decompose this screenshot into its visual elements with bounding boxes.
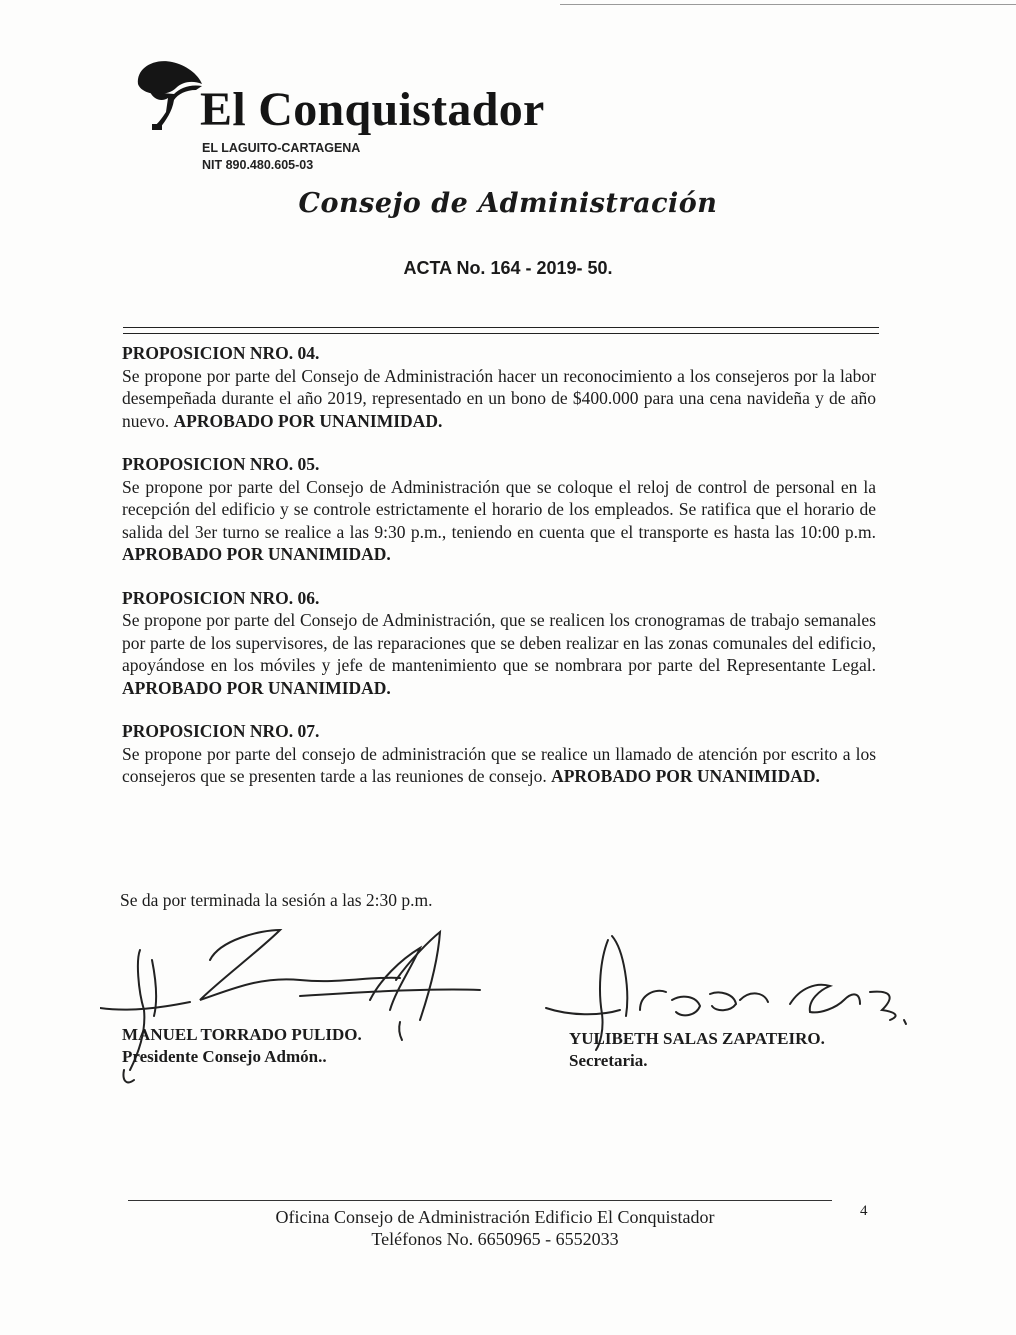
scan-edge-line [560,4,1016,5]
proposal-07 [122,720,876,788]
conquistador-helmet-logo-icon [132,54,206,132]
brand-subtitle [202,140,360,174]
proposal-text: Se propone por parte del Consejo de Administración, que se realicen los cronogramas de trabajo semanales por parte de los supervisores, de las reparaciones que se deben realizar en las zonas comunales del edificio, apoyándose en los móviles y jefe de mantenimiento que se nombrara por parte del Representante Legal. APROBADO POR UNANIMIDAD. [122,610,876,698]
handwritten-signatures [100,920,920,1100]
proposal-verdict: APROBADO POR UNANIMIDAD. [122,677,391,698]
proposal-text: Se propone por parte del Consejo de Administración hacer un reconocimiento a los consejeros por la labor desempeñada durante el año 2019, representado en un bono de $400.000 para una cena navideña y de año nuevo. APROBADO POR UNANIMIDAD. [122,365,876,431]
footer [0,1206,990,1250]
proposal-04 [122,342,876,432]
footer-office: Oficina Consejo de Administración Edificio El Conquistador [275,1207,715,1227]
double-divider [123,327,879,334]
proposal-title: PROPOSICION NRO. 06. [122,587,320,608]
proposal-title: PROPOSICION NRO. 07. [122,721,320,741]
signer-left [122,1024,362,1068]
signer-right-role: Secretaria. [569,1051,648,1070]
signer-right-name: YULIBETH SALAS ZAPATEIRO. [569,1029,825,1048]
proposal-title: PROPOSICION NRO. 04. [122,343,320,363]
signer-left-role: Presidente Consejo Admón.. [122,1047,327,1066]
proposal-title: PROPOSICION NRO. 05. [122,454,320,474]
closing-statement: Se da por terminada la sesión a las 2:30 p.m. [120,890,433,910]
footer-divider [128,1200,832,1201]
proposal-verdict: APROBADO POR UNANIMIDAD. [551,766,820,786]
proposal-verdict: APROBADO POR UNANIMIDAD. [173,410,443,431]
proposals-body [122,342,876,809]
acta-number: ACTA No. 164 - 2019- 50. [403,258,613,278]
council-heading: Consejo de Administración [298,188,718,219]
proposal-text: Se propone por parte del Consejo de Administración que se coloque el reloj de control de personal en la recepción del edificio y se controle estrictamente el horario de los empleados. Se ratifica que el horario de salida del 3er turno se realice a las 9:30 p.m., teniendo en cuenta que el transporte es hasta las 10:00 p.m. APROBADO POR UNANIMIDAD. [122,476,876,564]
proposal-verdict: APROBADO POR UNANIMIDAD. [122,544,391,564]
brand-name: El Conquistador [200,83,545,136]
proposal-05 [122,453,876,566]
proposal-06 [122,587,876,700]
brand-nit: NIT 890.480.605-03 [202,158,314,172]
signer-right [569,1028,825,1072]
page-number: 4 [860,1203,868,1219]
proposal-text: Se propone por parte del consejo de administración que se realice un llamado de atención por escrito a los consejeros que se presenten tarde a las reuniones de consejo. APROBADO POR UNANIMIDAD. [122,743,876,786]
brand-location: EL LAGUITO-CARTAGENA [202,141,361,155]
signer-left-name: MANUEL TORRADO PULIDO. [122,1025,362,1044]
footer-phones: Teléfonos No. 6650965 - 6552033 [371,1229,619,1249]
